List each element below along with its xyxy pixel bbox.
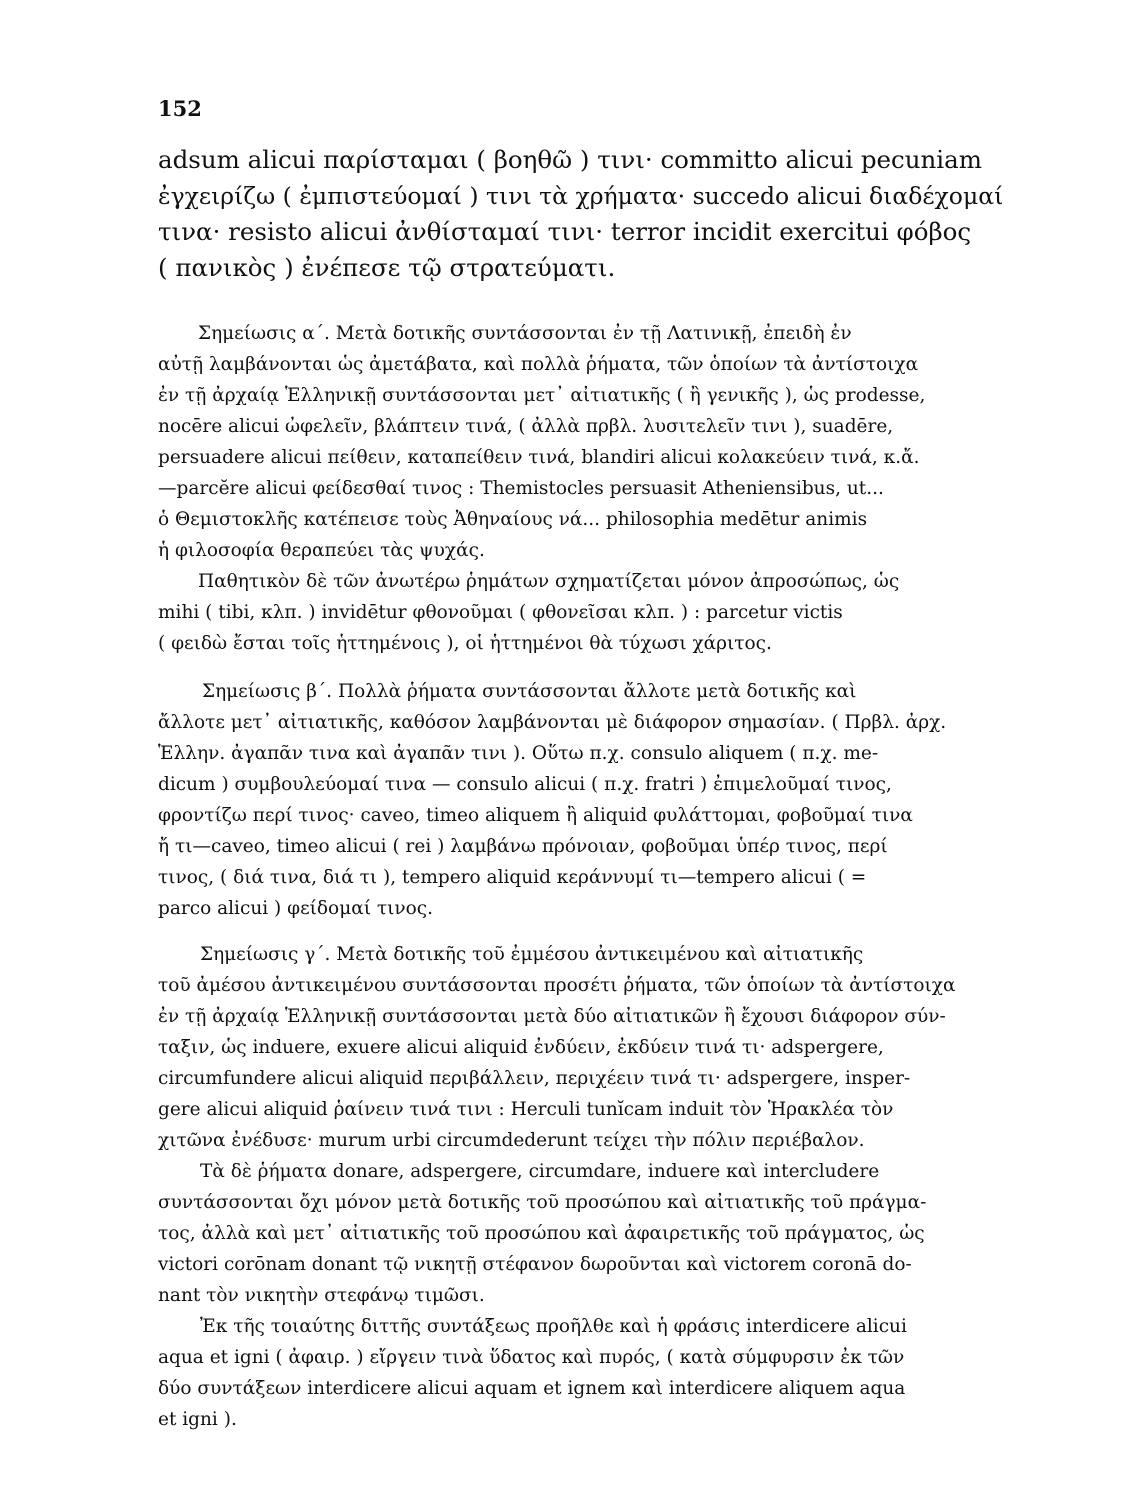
text-line: dicum ) συμβουλεύομαί τινα — consulo alicui ( π.χ. fratri ) ἐπιμελοῦμαί τινος, — [158, 774, 892, 795]
text-line: ἐν τῇ ἀρχαίᾳ Ἑλληνικῇ συντάσσονται μετ᾽ αἰτιατικῆς ( ἢ γενικῆς ), ὡς prodesse, — [158, 385, 926, 406]
text-line: —parcĕre alicui φείδεσθαί τινος : Themistocles persuasit Atheniensibus, ut... — [158, 478, 884, 499]
text-line: Σημείωσις α΄. Μετὰ δοτικῆς συντάσσονται ἐν τῇ Λατινικῇ, ἐπειδὴ ἐν — [198, 323, 852, 344]
text-line: Παθητικὸν δὲ τῶν ἀνωτέρω ῥημάτων σχηματίζεται μόνον ἀπροσώπως, ὡς — [198, 571, 900, 592]
text-line: ἐγχειρίζω ( ἐμπιστεύομαί ) τινι τὰ χρήματα· succedo alicui διαδέχομαί — [158, 182, 1004, 210]
text-line: ἐν τῇ ἀρχαίᾳ Ἑλληνικῇ συντάσσονται μετὰ δύο αἰτιατικῶν ἢ ἔχουσι διάφορον σύν- — [158, 1006, 946, 1027]
text-line: αὐτῇ λαμβάνονται ὡς ἀμετάβατα, καὶ πολλὰ ῥήματα, τῶν ὁποίων τὰ ἀντίστοιχα — [158, 354, 919, 375]
note-gamma — [158, 939, 1018, 1435]
text-line: Σημείωσις β΄. Πολλὰ ῥήματα συντάσσονται ἄλλοτε μετὰ δοτικῆς καὶ — [202, 681, 857, 702]
text-line: ὁ Θεμιστοκλῆς κατέπεισε τοὺς Ἀθηναίους νά... philosophia medētur animis — [158, 509, 868, 530]
text-line: nocēre alicui ὠφελεῖν, βλάπτειν τινά, ( ἀλλὰ πρβλ. λυσιτελεῖν τινι ), suadēre, — [158, 416, 894, 437]
text-line: gere alicui aliquid ῥαίνειν τινά τινι : Herculi tunĭcam induit τὸν Ἡρακλέα τὸν — [158, 1099, 894, 1120]
text-line: et igni ). — [158, 1409, 237, 1430]
text-line: ἄλλοτε μετ᾽ αἰτιατικῆς, καθόσον λαμβάνονται μὲ διάφορον σημασίαν. ( Πρβλ. ἀρχ. — [158, 712, 947, 733]
text-line: χιτῶνα ἐνέδυσε· murum urbi circumdederunt τείχει τὴν πόλιν περιέβαλον. — [158, 1130, 865, 1151]
page-number: 152 — [158, 96, 202, 121]
text-line: ( φειδὼ ἔσται τοῖς ἡττημένοις ), οἱ ἡττημένοι θὰ τύχωσι χάριτος. — [158, 633, 772, 654]
lead-paragraph — [158, 142, 1018, 286]
text-line: ἡ φιλοσοφία θεραπεύει τὰς ψυχάς. — [158, 540, 485, 561]
text-line: τινα· resisto alicui ἀνθίσταμαί τινι· terror incidit exercitui φόβος — [158, 217, 972, 246]
text-line: Ἑλλην. ἀγαπᾶν τινα καὶ ἀγαπᾶν τινι ). Οὕτω π.χ. consulo aliquem ( π.χ. me- — [158, 743, 879, 764]
text-line: Ἐκ τῆς τοιαύτης διττῆς συντάξεως προῆλθε καὶ ἡ φράσις interdicere alicui — [200, 1316, 907, 1337]
text-line: τος, ἀλλὰ καὶ μετ᾽ αἰτιατικῆς τοῦ προσώπου καὶ ἀφαιρετικῆς τοῦ πράγματος, ὡς — [158, 1223, 925, 1244]
text-line: ( πανικὸς ) ἐνέπεσε τῷ στρατεύματι. — [158, 253, 616, 282]
text-line: Τὰ δὲ ῥήματα donare, adspergere, circumdare, induere καὶ intercludere — [200, 1161, 880, 1182]
text-line: τινος, ( διά τινα, διά τι ), tempero aliquid κεράννυμί τι—tempero alicui ( = — [158, 867, 867, 888]
text-line: ταξιν, ὡς induere, exuere alicui aliquid ἐνδύειν, ἐκδύειν τινά τι· adspergere, — [158, 1037, 884, 1058]
note-alpha — [158, 318, 1018, 659]
text-line: τοῦ ἀμέσου ἀντικειμένου συντάσσονται προσέτι ῥήματα, τῶν ὁποίων τὰ ἀντίστοιχα — [158, 975, 956, 996]
text-line: φροντίζω περί τινος· caveo, timeo aliquem ἢ aliquid φυλάττομαι, φοβοῦμαί τινα — [158, 805, 913, 826]
note-beta — [158, 676, 1018, 924]
text-line: adsum alicui παρίσταμαι ( βοηθῶ ) τινι· committo alicui pecuniam — [158, 145, 982, 174]
text-line: nant τὸν νικητὴν στεφάνῳ τιμῶσι. — [158, 1285, 485, 1306]
text-line: persuadere alicui πείθειν, καταπείθειν τινά, blandiri alicui κολακεύειν τινά, κ.ἄ. — [158, 447, 920, 468]
text-line: συντάσσονται ὄχι μόνον μετὰ δοτικῆς τοῦ προσώπου καὶ αἰτιατικῆς τοῦ πράγμα- — [158, 1192, 927, 1213]
text-line: δύο συντάξεων interdicere alicui aquam et ignem καὶ interdicere aliquem aqua — [158, 1378, 906, 1399]
text-line: aqua et igni ( ἀφαιρ. ) εἴργειν τινὰ ὕδατος καὶ πυρός, ( κατὰ σύμφυρσιν ἐκ τῶν — [158, 1347, 905, 1368]
text-line: mihi ( tibi, κλπ. ) invidētur φθονοῦμαι ( φθονεῖσαι κλπ. ) : parcetur victis — [158, 602, 843, 623]
text-line: ἤ τι—caveo, timeo alicui ( rei ) λαμβάνω πρόνοιαν, φοβοῦμαι ὑπέρ τινος, περί — [158, 836, 888, 857]
text-line: victori corōnam donant τῷ νικητῇ στέφανον δωροῦνται καὶ victorem coronā do- — [158, 1254, 912, 1275]
text-line: parco alicui ) φείδομαί τινος. — [158, 898, 433, 919]
text-line: circumfundere alicui aliquid περιβάλλειν, περιχέειν τινά τι· adspergere, insper- — [158, 1068, 911, 1089]
text-line: Σημείωσις γ΄. Μετὰ δοτικῆς τοῦ ἐμμέσου ἀντικειμένου καὶ αἰτιατικῆς — [200, 944, 864, 965]
